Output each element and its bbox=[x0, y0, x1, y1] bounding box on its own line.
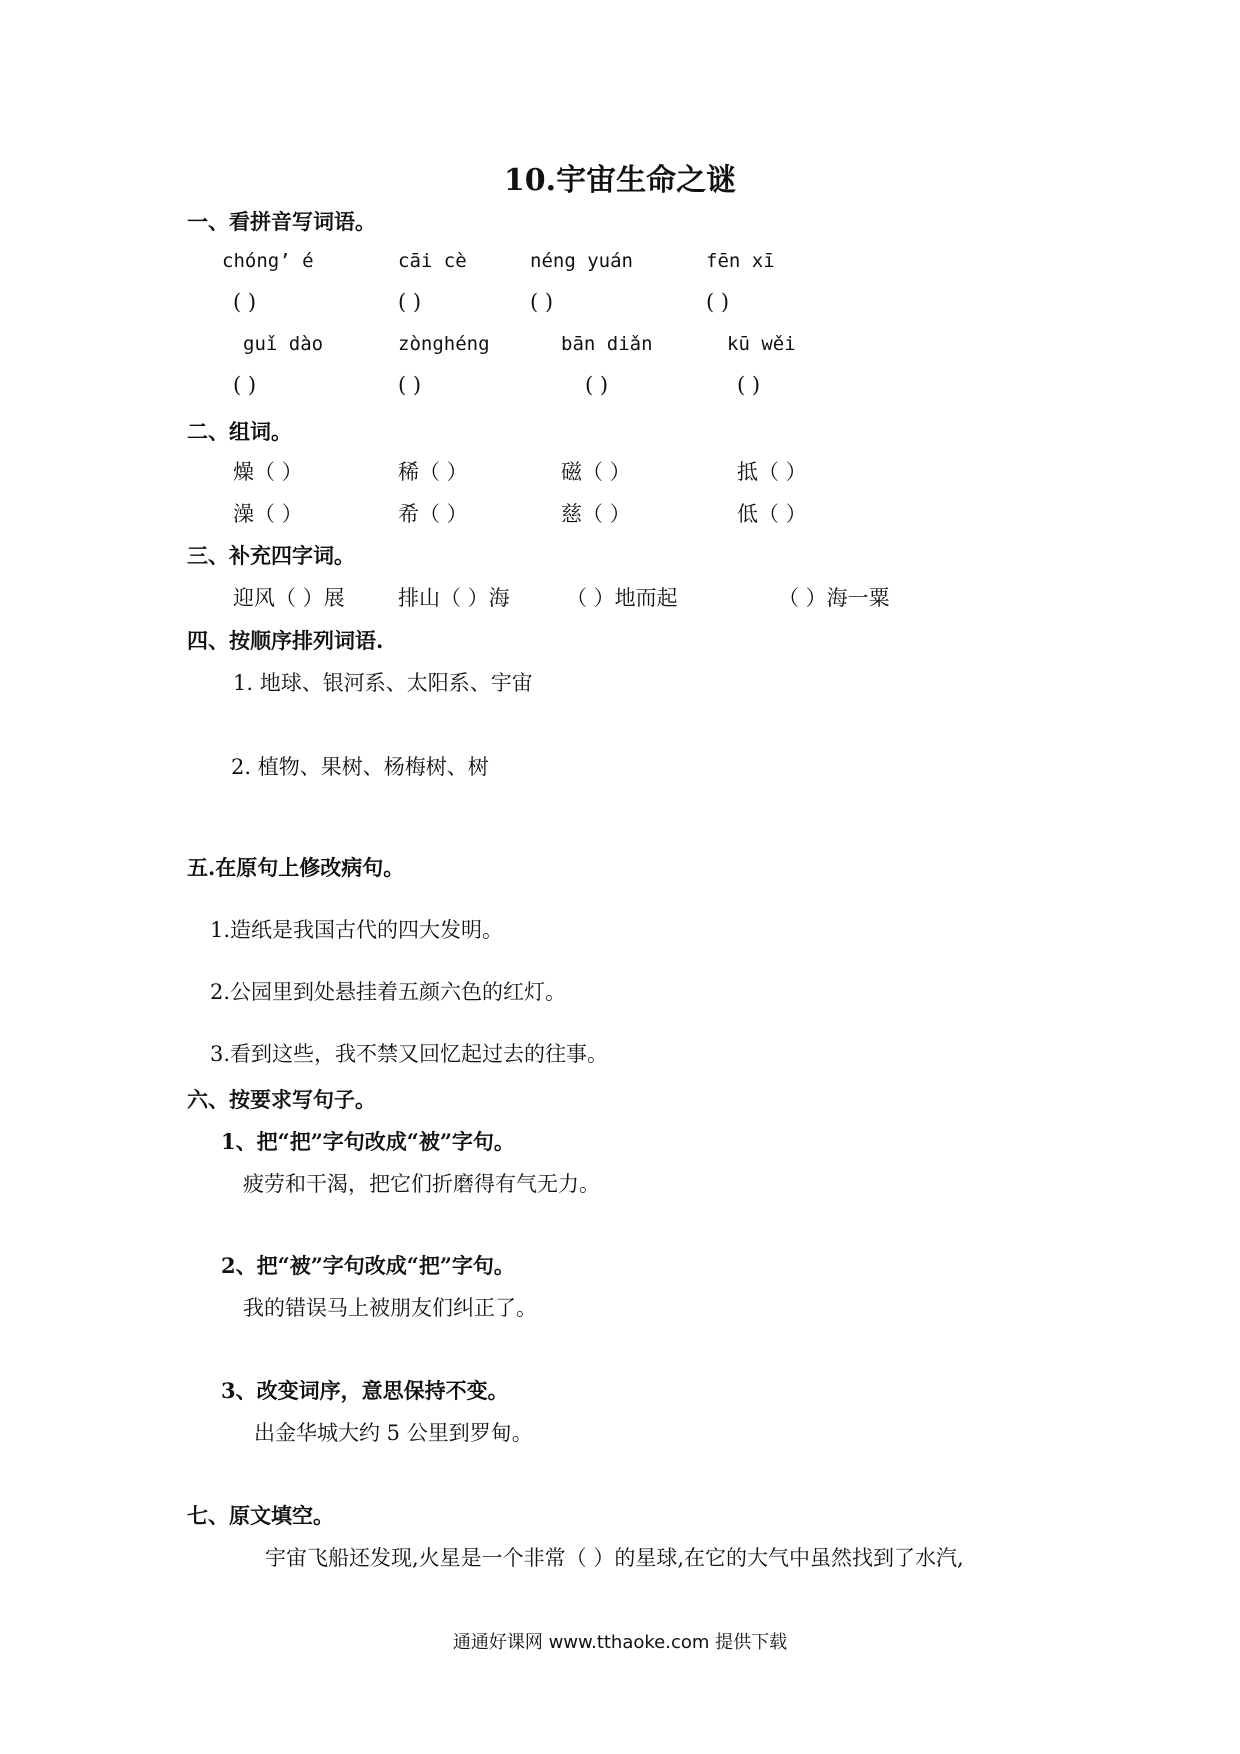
section-2-heading: 二、组词。 bbox=[187, 419, 292, 444]
pinyin-item: chóng’ é bbox=[222, 250, 314, 272]
section-3-heading: 三、补充四字词。 bbox=[187, 543, 355, 568]
pinyin-item: bān diǎn bbox=[561, 333, 653, 355]
word-item: 低（ ） bbox=[737, 502, 807, 526]
idiom-item: 迎风（ ）展 bbox=[233, 586, 345, 610]
answer-blank: ( ) bbox=[233, 373, 257, 397]
word-item: 希（ ） bbox=[398, 502, 468, 526]
pinyin-item: néng yuán bbox=[530, 250, 633, 272]
word-item: 慈（ ） bbox=[561, 502, 631, 526]
answer-blank: ( ) bbox=[398, 290, 422, 314]
section-5-heading: 五.在原句上修改病句。 bbox=[187, 855, 405, 880]
idiom-item: （ ）海一粟 bbox=[778, 586, 890, 610]
pinyin-item: cāi cè bbox=[398, 250, 467, 272]
sentence-text: 出金华城大约 5 公里到罗甸。 bbox=[254, 1421, 533, 1445]
page-title: 10.宇宙生命之谜 bbox=[503, 163, 737, 198]
section-7-heading: 七、原文填空。 bbox=[187, 1503, 334, 1528]
word-item: 磁（ ） bbox=[561, 460, 631, 484]
answer-blank: ( ) bbox=[585, 373, 609, 397]
answer-blank: ( ) bbox=[706, 290, 730, 314]
sentence-text: 我的错误马上被朋友们纠正了。 bbox=[243, 1296, 537, 1320]
list-item: 2.公园里到处悬挂着五颜六色的红灯。 bbox=[210, 980, 567, 1004]
word-item: 澡（ ） bbox=[233, 502, 303, 526]
section-1-heading: 一、看拼音写词语。 bbox=[187, 209, 376, 234]
section-4-heading: 四、按顺序排列词语. bbox=[187, 628, 384, 653]
word-item: 燥（ ） bbox=[233, 460, 303, 484]
answer-blank: ( ) bbox=[530, 290, 554, 314]
word-item: 稀（ ） bbox=[398, 460, 468, 484]
pinyin-item: zònghéng bbox=[398, 333, 490, 355]
answer-blank: ( ) bbox=[398, 373, 422, 397]
answer-blank: ( ) bbox=[737, 373, 761, 397]
footer-text: 通通好课网 www.tthaoke.com 提供下载 bbox=[452, 1632, 788, 1653]
idiom-item: （ ）地而起 bbox=[566, 586, 678, 610]
subquestion-title: 1、把“把”字句改成“被”字句。 bbox=[221, 1129, 515, 1154]
pinyin-item: kū wěi bbox=[727, 333, 796, 355]
sentence-text: 疲劳和干渴，把它们折磨得有气无力。 bbox=[243, 1172, 600, 1196]
fill-in-text: 宇宙飞船还发现,火星是一个非常（ ）的星球,在它的大气中虽然找到了水汽, bbox=[265, 1546, 964, 1570]
list-item: 2. 植物、果树、杨梅树、树 bbox=[231, 755, 489, 779]
answer-blank: ( ) bbox=[233, 290, 257, 314]
subquestion-title: 3、改变词序，意思保持不变。 bbox=[221, 1378, 509, 1403]
list-item: 3.看到这些，我不禁又回忆起过去的往事。 bbox=[210, 1042, 609, 1066]
subquestion-title: 2、把“被”字句改成“把”字句。 bbox=[221, 1253, 515, 1278]
list-item: 1. 地球、银河系、太阳系、宇宙 bbox=[233, 671, 533, 695]
list-item: 1.造纸是我国古代的四大发明。 bbox=[210, 918, 504, 942]
word-item: 抵（ ） bbox=[737, 460, 807, 484]
section-6-heading: 六、按要求写句子。 bbox=[187, 1087, 376, 1112]
idiom-item: 排山（ ）海 bbox=[398, 586, 510, 610]
pinyin-item: fēn xī bbox=[706, 250, 775, 272]
pinyin-item: guǐ dào bbox=[243, 333, 324, 355]
